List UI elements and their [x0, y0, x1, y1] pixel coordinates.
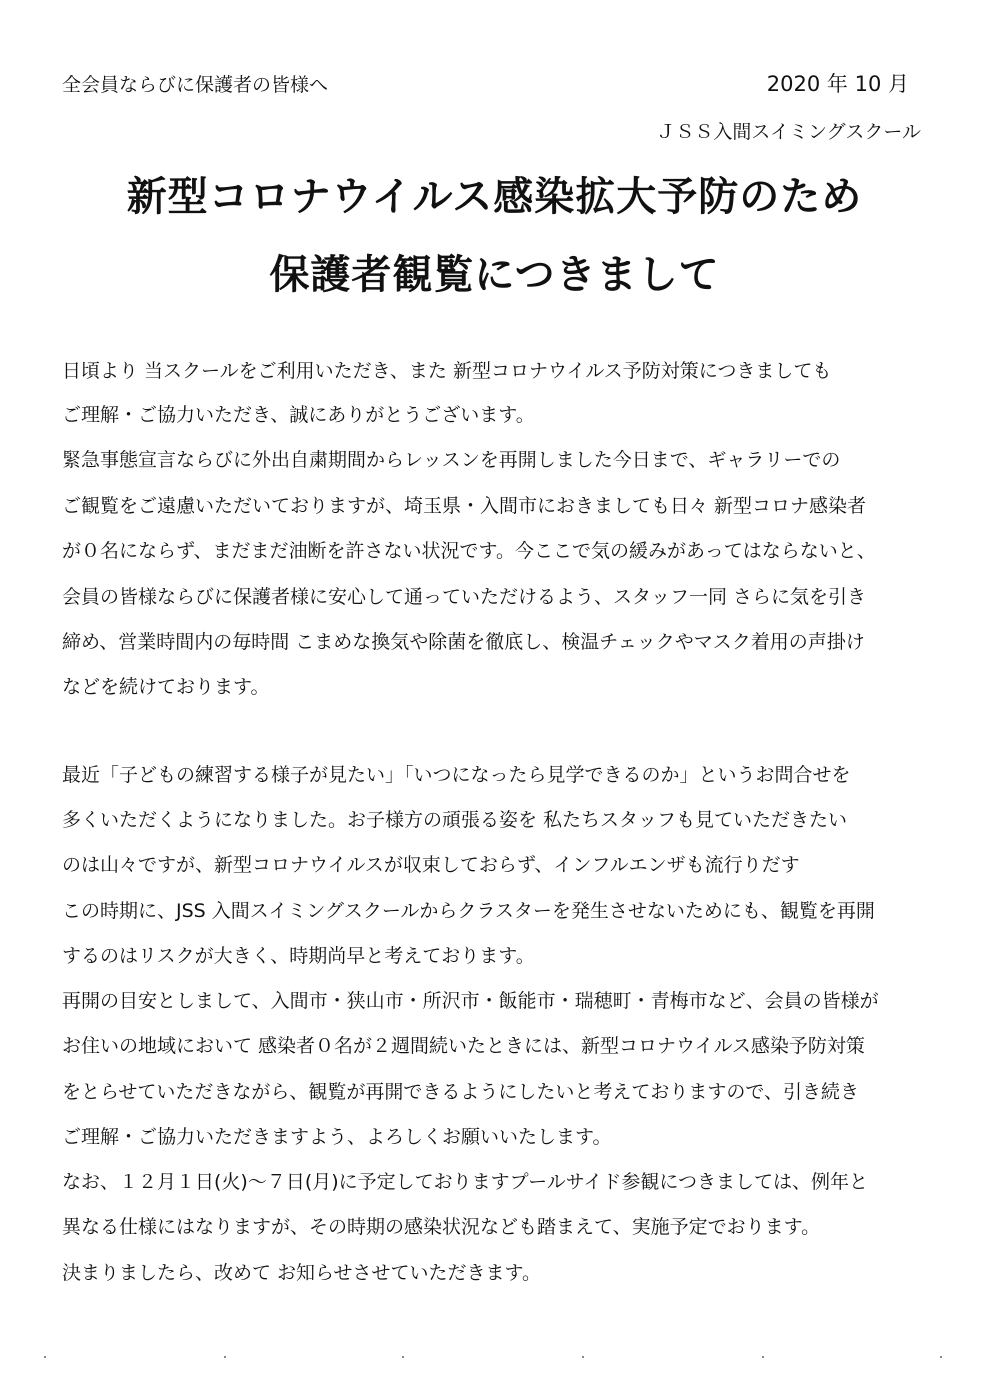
body-line: 日頃より 当スクールをご利用いただき、また 新型コロナウイルス予防対策につきましても — [62, 360, 832, 382]
body-line: するのはリスクが大きく、時期尚早と考えております。 — [62, 945, 535, 967]
addressee: 全会員ならびに保護者の皆様へ — [62, 74, 329, 96]
title-line-1: 新型コロナウイルス感染拡大予防のため — [126, 174, 863, 220]
scan-artifact-dots — [40, 1350, 950, 1364]
body-line: 多くいただくようになりました。お子様方の頑張る姿を 私たちスタッフも見ていただきたい — [62, 809, 848, 831]
title-line-2: 保護者観覧につきまして — [269, 252, 720, 298]
issue-date: 2020 年 10 月 — [766, 72, 909, 96]
scan-dot — [582, 1356, 584, 1358]
body-line: などを続けております。 — [62, 676, 270, 698]
body-line: をとらせていただきながら、観覧が再開できるようにしたいと考えておりますので、引き続き — [62, 1081, 860, 1103]
body-line: が０名にならず、まだまだ油断を許さない状況です。今ここで気の緩みがあってはならないと、 — [62, 540, 876, 562]
sender-name: ＪＳＳ入間スイミングスクール — [656, 121, 921, 143]
body-line: 再開の目安としまして、入間市・狭山市・所沢市・飯能市・瑞穂町・青梅市など、会員の皆様が — [62, 990, 879, 1012]
scan-dot — [940, 1356, 942, 1358]
scan-dot — [762, 1356, 764, 1358]
body-line: なお、１２月１日(火)～７日(月)に予定しておりますプールサイド参観につきましては、例年と — [62, 1171, 868, 1193]
body-line: お住いの地域において 感染者０名が２週間続いたときには、新型コロナウイルス感染予防対策 — [62, 1035, 865, 1057]
body-line: ご観覧をご遠慮いただいておりますが、埼玉県・入間市におきましても日々 新型コロナ感染者 — [62, 495, 867, 517]
body-line: 決まりましたら、改めて お知らせさせていただきます。 — [62, 1262, 541, 1284]
body-line: 会員の皆様ならびに保護者様に安心して通っていただけるよう、スタッフ一同 さらに気を引き — [62, 586, 867, 608]
scan-dot — [224, 1356, 226, 1358]
scan-dot — [44, 1356, 46, 1358]
body-line: 締め、営業時間内の毎時間 こまめな換気や除菌を徹底し、検温チェックやマスク着用の声掛け — [62, 631, 865, 653]
body-line: この時期に、JSS 入間スイミングスクールからクラスターを発生させないためにも、観覧を再開 — [62, 900, 875, 922]
body-line: ご理解・ご協力いただきますよう、よろしくお願いいたします。 — [62, 1126, 612, 1148]
body-line: 異なる仕様にはなりますが、その時期の感染状況なども踏まえて、実施予定でおります。 — [62, 1216, 821, 1238]
scan-dot — [402, 1356, 404, 1358]
body-line: ご理解・ご協力いただき、誠にありがとうございます。 — [62, 404, 535, 426]
body-line: のは山々ですが、新型コロナウイルスが収束しておらず、インフルエンザも流行りだす — [62, 854, 800, 876]
body-line: 緊急事態宣言ならびに外出自粛期間からレッスンを再開しました今日まで、ギャラリーでの — [62, 449, 841, 471]
body-line: 最近「子どもの練習する様子が見たい」「いつになったら見学できるのか」というお問合せを — [62, 764, 851, 786]
